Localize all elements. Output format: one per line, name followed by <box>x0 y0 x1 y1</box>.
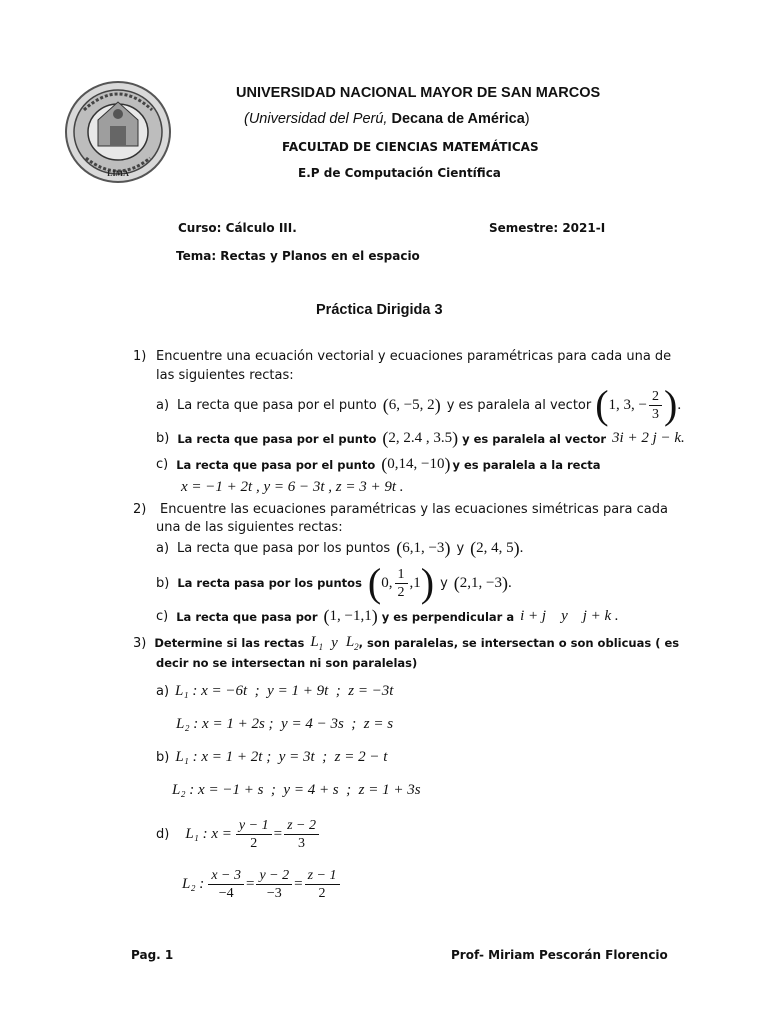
q3-d-l2-frac3 <box>305 867 340 902</box>
paren-close: ) <box>513 538 520 558</box>
q3-d-l2 <box>182 864 342 904</box>
q2-b <box>156 560 512 605</box>
fraction-numerator: z − 1 <box>305 867 340 885</box>
q3-text-post: , son paralelas, se intersectan o son oblicuas ( es <box>358 636 680 650</box>
q2-a-text1: La recta que pasa por los puntos <box>177 541 391 556</box>
q2-c-text1: La recta que pasa por <box>176 609 318 624</box>
q2-line2: una de las siguientes rectas: <box>156 520 343 535</box>
fraction-numerator: y − 2 <box>256 867 292 885</box>
seal-text: LIMA <box>107 169 129 178</box>
q2-b-pre: 0, <box>381 574 393 591</box>
q2-b-y: y <box>440 575 448 591</box>
q2-b-point2: 2,1, −3 <box>459 574 502 591</box>
paren-open: ( <box>396 538 403 558</box>
q3-text-pre: Determine si las rectas <box>154 636 305 650</box>
semester-label: Semestre: 2021-I <box>489 221 606 235</box>
q3-b-l2: L₂ : x = −1 + s ; y = 4 + s ; z = 1 + 3s <box>172 782 421 798</box>
q3-d-l2-frac2 <box>256 867 292 902</box>
fraction-denominator: −4 <box>218 885 234 901</box>
period: . <box>508 574 512 591</box>
university-seal <box>64 80 172 184</box>
q3-d-l1-frac2 <box>284 817 319 852</box>
paren-close: ) <box>452 428 459 448</box>
equals-sign: = <box>273 825 283 842</box>
q1-b-vector: 3i + 2 j − k. <box>612 430 685 446</box>
q2-a <box>156 538 523 559</box>
q3-line2: decir no se intersectan ni son paralelas) <box>156 656 418 670</box>
q1-c <box>156 454 601 475</box>
paren-close: ) <box>664 382 678 427</box>
q2-b-label: b) <box>156 575 170 591</box>
fraction-denominator: 2 <box>318 885 326 901</box>
subtitle-bold: Decana de América <box>391 111 525 127</box>
q3-b-label: b) <box>156 750 170 765</box>
q1-c-equation: x = −1 + 2t , y = 6 − 3t , z = 3 + 9t . <box>181 479 404 495</box>
q1-b <box>156 428 685 449</box>
q2-a-point1: 6,1, −3 <box>402 540 445 556</box>
q2-a-point2: 2, 4, 5 <box>476 540 514 556</box>
paren-open: ( <box>453 572 460 593</box>
paren-close: ) <box>502 572 508 593</box>
q2-c-point: 1, −1,1 <box>329 608 372 624</box>
q1-c-point: 0,14, −10 <box>387 456 445 472</box>
fraction-denominator: 3 <box>298 835 306 851</box>
subscript: 1 <box>318 642 324 652</box>
q3-d-l2-pre: L₂ : <box>182 875 205 892</box>
paren-open: ( <box>323 606 330 626</box>
q1-a-text2: y es paralela al vector <box>446 397 592 413</box>
subtitle-close: ) <box>524 111 530 127</box>
q2-line1: Encuentre las ecuaciones paramétricas y las ecuaciones simétricas para cada <box>160 502 668 517</box>
paren-close: ) <box>444 538 451 558</box>
q2-b-post: ,1 <box>409 574 421 591</box>
fraction-numerator: y − 1 <box>236 817 272 835</box>
q2-c <box>156 606 619 627</box>
university-name: UNIVERSIDAD NACIONAL MAYOR DE SAN MARCOS <box>236 85 601 101</box>
page-number: Pag. 1 <box>131 948 174 962</box>
paren-close: ) <box>444 454 451 474</box>
period: . <box>677 396 682 413</box>
paren-close: ) <box>420 560 435 605</box>
paren-open: ( <box>382 394 389 415</box>
q1-b-point: 2, 2.4 , 3.5 <box>388 430 453 446</box>
page-title: Práctica Dirigida 3 <box>316 302 443 318</box>
q1-a-vector: 1, 3, − <box>608 396 648 413</box>
equals-sign: = <box>245 875 255 892</box>
fraction-numerator: 1 <box>395 566 408 584</box>
q1-a-text1: La recta que pasa por el punto <box>177 397 377 413</box>
q3-a-l2: L₂ : x = 1 + 2s ; y = 4 − 3s ; z = s <box>176 716 394 732</box>
q3-y: y <box>331 634 338 651</box>
q3-a <box>156 683 393 700</box>
q1-line1: Encuentre una ecuación vectorial y ecuaciones paramétricas para cada una de <box>156 349 672 364</box>
l-letter: L <box>345 634 355 650</box>
q1-line2: las siguientes rectas: <box>156 368 294 383</box>
paren-open: ( <box>595 382 609 427</box>
university-subtitle <box>244 111 530 127</box>
q3-d-l1 <box>156 814 321 854</box>
fraction-numerator: x − 3 <box>208 867 244 885</box>
q2-a-label: a) <box>156 541 170 556</box>
q1-b-text2: y es paralela al vector <box>462 431 607 446</box>
fraction-numerator: 2 <box>649 388 662 406</box>
q3-a-label: a) <box>156 684 170 699</box>
fraction-denominator: 3 <box>652 406 660 422</box>
q1-b-text1: La recta que pasa por el punto <box>177 431 377 446</box>
q2-b-text1: La recta pasa por los puntos <box>177 576 362 590</box>
q3-line1 <box>133 634 679 652</box>
q1-number: 1) <box>133 349 147 364</box>
paren-open: ( <box>381 454 388 474</box>
fraction-denominator: 2 <box>250 835 258 851</box>
subscript: 2 <box>354 642 359 652</box>
q1-a-label: a) <box>156 397 170 413</box>
q3-d-l1-frac1 <box>236 817 272 852</box>
paren-open: ( <box>382 428 389 448</box>
fraction-denominator: 2 <box>397 584 405 600</box>
q1-c-text2: y es paralela a la recta <box>452 457 601 472</box>
subtitle-italic: (Universidad del Perú, <box>244 111 392 127</box>
paren-close: ) <box>371 606 378 626</box>
school-name: E.P de Computación Científica <box>298 166 501 180</box>
q1-b-label: b) <box>156 431 170 446</box>
q3-b <box>156 749 387 766</box>
q3-d-l1-pre: L₁ : x = <box>185 825 232 842</box>
q3-number: 3) <box>133 635 147 651</box>
topic-label: Tema: Rectas y Planos en el espacio <box>176 249 420 263</box>
q3-b-l1: L₁ : x = 1 + 2t ; y = 3t ; z = 2 − t <box>175 749 388 765</box>
q3-d-label: d) <box>156 826 170 842</box>
q3-d-l2-frac1 <box>208 867 244 902</box>
faculty-name: FACULTAD DE CIENCIAS MATEMÁTICAS <box>282 140 539 154</box>
l-letter: L <box>310 634 319 650</box>
q1-a-point: 6, −5, 2 <box>388 396 435 413</box>
q3-a-l1: L₁ : x = −6t ; y = 1 + 9t ; z = −3t <box>175 683 394 699</box>
q3-l2-symbol <box>346 634 359 652</box>
q1-a-fraction <box>649 388 662 423</box>
q3-l1-symbol <box>310 634 323 652</box>
q1-c-text1: La recta que pasa por el punto <box>176 457 376 472</box>
fraction-denominator: −3 <box>266 885 282 901</box>
paren-close: ) <box>434 394 441 415</box>
period: . <box>519 540 524 556</box>
paren-open: ( <box>470 538 477 558</box>
paren-open: ( <box>367 560 382 605</box>
q1-c-label: c) <box>156 457 169 472</box>
course-label: Curso: Cálculo III. <box>178 221 297 235</box>
fraction-numerator: z − 2 <box>284 817 319 835</box>
equals-sign: = <box>294 875 303 892</box>
q2-c-vectors: i + j y j + k . <box>520 608 619 624</box>
q2-c-label: c) <box>156 609 169 624</box>
professor-name: Prof- Miriam Pescorán Florencio <box>451 948 668 962</box>
q2-number: 2) <box>133 502 147 517</box>
q2-a-y: y <box>456 541 465 556</box>
q1-a <box>156 382 682 427</box>
q2-b-fraction <box>395 566 408 601</box>
q2-c-text2: y es perpendicular a <box>381 609 515 624</box>
